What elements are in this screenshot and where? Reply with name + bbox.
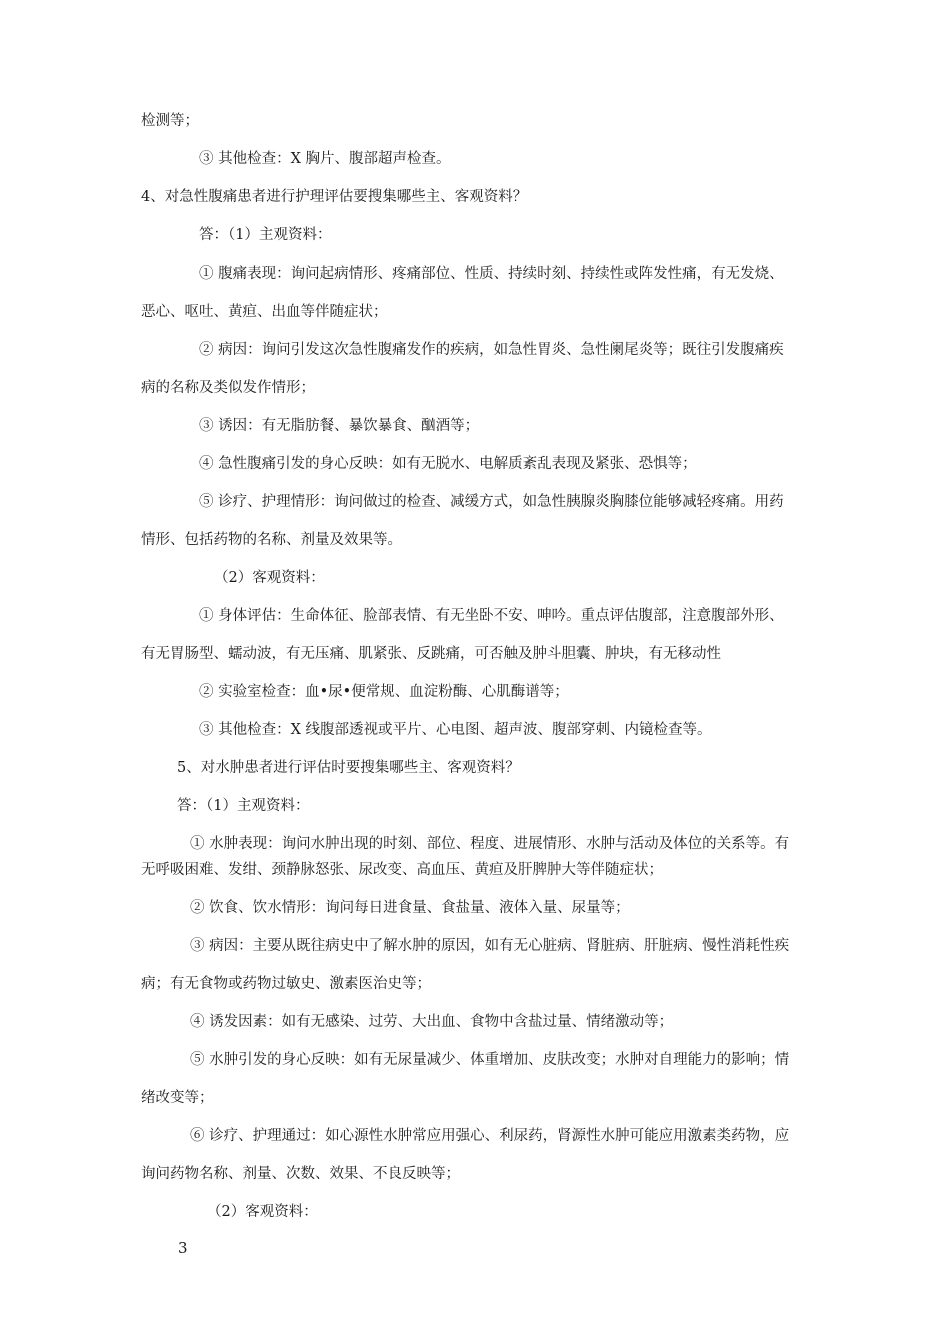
page-number: 3: [178, 1239, 188, 1257]
text-line: 恶心、呕吐、黄疸、出血等伴随症状；: [141, 304, 388, 320]
text-line: ① 水肿表现：询问水肿出现的时刻、部位、程度、进展情形、水肿与活动及体位的关系等。有: [190, 836, 790, 852]
text-line: ③ 诱因：有无脂肪餐、暴饮暴食、酗酒等；: [199, 418, 480, 434]
text-line: ③ 其他检查：X 胸片、腹部超声检查。: [199, 151, 451, 167]
text-line: 询问药物名称、剂量、次数、效果、不良反映等；: [141, 1166, 460, 1182]
text-line: 答：（1）主观资料：: [177, 798, 310, 814]
text-line: 病；有无食物或药物过敏史、激素医治史等；: [141, 976, 431, 992]
text-line: ② 病因：询问引发这次急性腹痛发作的疾病，如急性胃炎、急性阑尾炎等；既往引发腹痛疾: [199, 342, 784, 358]
text-line: 病的名称及类似发作情形；: [141, 380, 315, 396]
text-line: ③ 其他检查：X 线腹部透视或平片、心电图、超声波、腹部穿刺、内镜检查等。: [199, 722, 712, 738]
text-line: ③ 病因：主要从既往病史中了解水肿的原因，如有无心脏病、肾脏病、肝脏病、慢性消耗性疾: [190, 938, 790, 954]
text-line: ① 身体评估：生命体征、脸部表情、有无坐卧不安、呻吟。重点评估腹部，注意腹部外形、: [199, 608, 784, 624]
text-line: ① 腹痛表现：询问起病情形、疼痛部位、性质、持续时刻、持续性或阵发性痛，有无发烧、: [199, 266, 784, 282]
text-line: 绪改变等；: [141, 1090, 214, 1106]
section-heading: 4、对急性腹痛患者进行护理评估要搜集哪些主、客观资料？: [141, 189, 528, 205]
text-line: 无呼吸困难、发绀、颈静脉怒张、尿改变、高血压、黄疸及肝脾肿大等伴随症状；: [141, 862, 663, 878]
section-heading: 5、对水肿患者进行评估时要搜集哪些主、客观资料？: [177, 760, 520, 776]
text-line: 答：（1）主观资料：: [199, 227, 332, 243]
text-line: ⑥ 诊疗、护理通过：如心源性水肿常应用强心、利尿药，肾源性水肿可能应用激素类药物，应: [190, 1128, 790, 1144]
text-line: （2）客观资料：: [207, 1204, 318, 1220]
text-line: 检测等；: [141, 113, 199, 129]
text-line: ④ 诱发因素：如有无感染、过劳、大出血、食物中含盐过量、情绪激动等；: [190, 1014, 674, 1030]
text-line: ⑤ 诊疗、护理情形：询问做过的检查、减缓方式，如急性胰腺炎胸膝位能够减轻疼痛。用药: [199, 494, 784, 510]
text-line: 情形、包括药物的名称、剂量及效果等。: [141, 532, 402, 548]
text-line: ② 饮食、饮水情形：询问每日进食量、食盐量、液体入量、尿量等；: [190, 900, 630, 916]
text-line: 有无胃肠型、蠕动波，有无压痛、肌紧张、反跳痛，可否触及肿斗胆囊、肿块，有无移动性: [141, 646, 721, 662]
text-line: ⑤ 水肿引发的身心反映：如有无尿量减少、体重增加、皮肤改变；水肿对自理能力的影响；情: [190, 1052, 790, 1068]
text-line: ④ 急性腹痛引发的身心反映：如有无脱水、电解质紊乱表现及紧张、恐惧等；: [199, 456, 697, 472]
text-line: ② 实验室检查：血•尿•便常规、血淀粉酶、心肌酶谱等；: [199, 684, 569, 700]
text-line: （2）客观资料：: [214, 570, 325, 586]
